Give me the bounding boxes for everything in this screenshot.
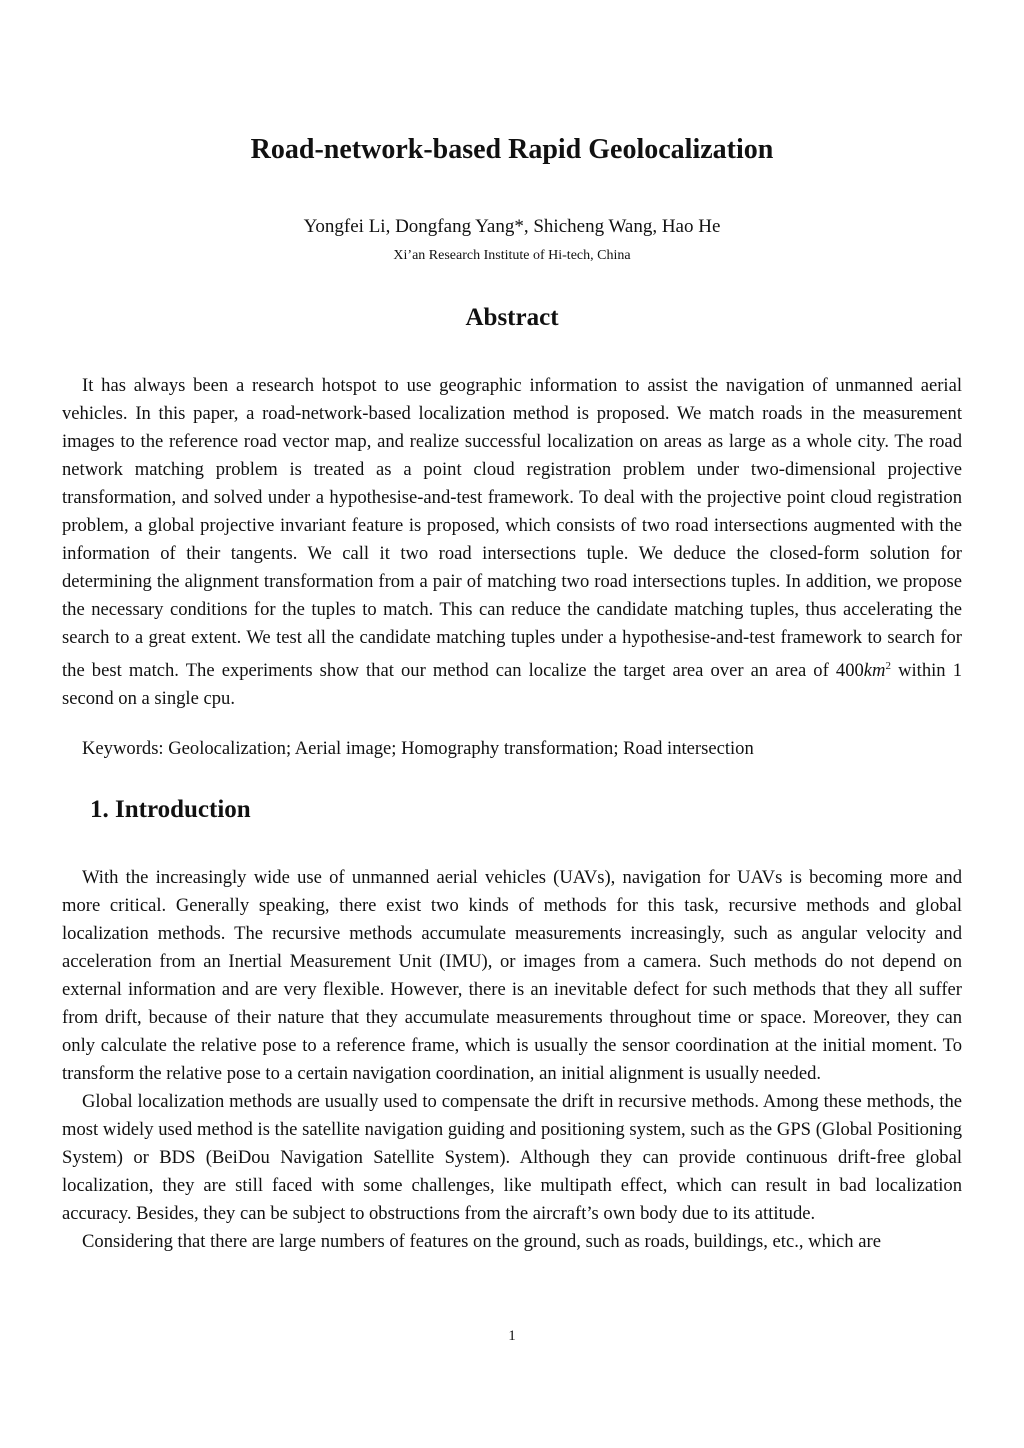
intro-paragraph-3: Considering that there are large numbers of features on the ground, such as roads, buildings, etc., which are xyxy=(82,1231,881,1252)
abstract-text-end: within 1 second on a single cpu. xyxy=(62,660,962,710)
abstract-paragraph xyxy=(62,372,962,713)
page-number: 1 xyxy=(508,1328,516,1344)
paper-title: Road-network-based Rapid Geolocalization xyxy=(250,134,774,165)
intro-paragraph-2: Global localization methods are usually used to compensate the drift in recursive methods. Among these methods, the most widely used method is the satellite navigation guiding and positioning system, such as the GPS (Global Positioning System) or BDS (BeiDou Navigation Satellite System). Although they can provide continuous drift-free global localization, they are still faced with some challenges, like multipath effect, which can result in bad localization accuracy. Besides, they can be subject to obstructions from the aircraft’s own body due to its attitude. xyxy=(62,1091,962,1224)
area-unit xyxy=(864,660,891,681)
author-list: Yongfei Li, Dongfang Yang*, Shicheng Wang, Hao He xyxy=(303,216,721,237)
section-heading-introduction: 1. Introduction xyxy=(90,796,251,823)
keywords-block xyxy=(62,735,962,763)
unit-base: km xyxy=(863,660,886,682)
keywords: Keywords: Geolocalization; Aerial image; Homography transformation; Road intersection xyxy=(82,738,754,759)
affiliation: Xi’an Research Institute of Hi-tech, China xyxy=(393,248,631,263)
abstract-heading: Abstract xyxy=(465,304,559,331)
introduction-body xyxy=(62,864,962,1256)
unit-exponent: 2 xyxy=(885,660,891,672)
abstract-body xyxy=(62,372,962,713)
intro-paragraph-1: With the increasingly wide use of unmanned aerial vehicles (UAVs), navigation for UAVs is becoming more and more critical. Generally speaking, there exist two kinds of methods for this task, recursive methods and global localization methods. The recursive methods accumulate measurements increasingly, such as angular velocity and acceleration from an Inertial Measurement Unit (IMU), or images from a camera. Such methods do not depend on external information and are very flexible. However, there is an inevitable defect for such methods that they all suffer from drift, because of their nature that they accumulate measurements throughout time or space. Moreover, they can only calculate the relative pose to a reference frame, which is usually the sensor coordination at the initial moment. To transform the relative pose to a certain navigation coordination, an initial alignment is usually needed. xyxy=(62,867,962,1084)
abstract-text: It has always been a research hotspot to use geographic information to assist the navigation of unmanned aerial vehicles. In this paper, a road-network-based localization method is proposed. We match roads in the measurement images to the reference road vector map, and realize successful localization on areas as large as a whole city. The road network matching problem is treated as a point cloud registration problem under two-dimensional projective transformation, and solved under a hypothesise-and-test framework. To deal with the projective point cloud registration problem, a global projective invariant feature is proposed, which consists of two road intersections augmented with the information of their tangents. We call it two road intersections tuple. We deduce the closed-form solution for determining the alignment transformation from a pair of matching two road intersections tuples. In addition, we propose the necessary conditions for the tuples to match. This can reduce the candidate matching tuples, thus accelerating the search to a great extent. We test all the candidate matching tuples under a hypothesise-and-test framework to search for the best match. The experiments show that our method can localize the target area over an area of 400 xyxy=(62,375,962,682)
